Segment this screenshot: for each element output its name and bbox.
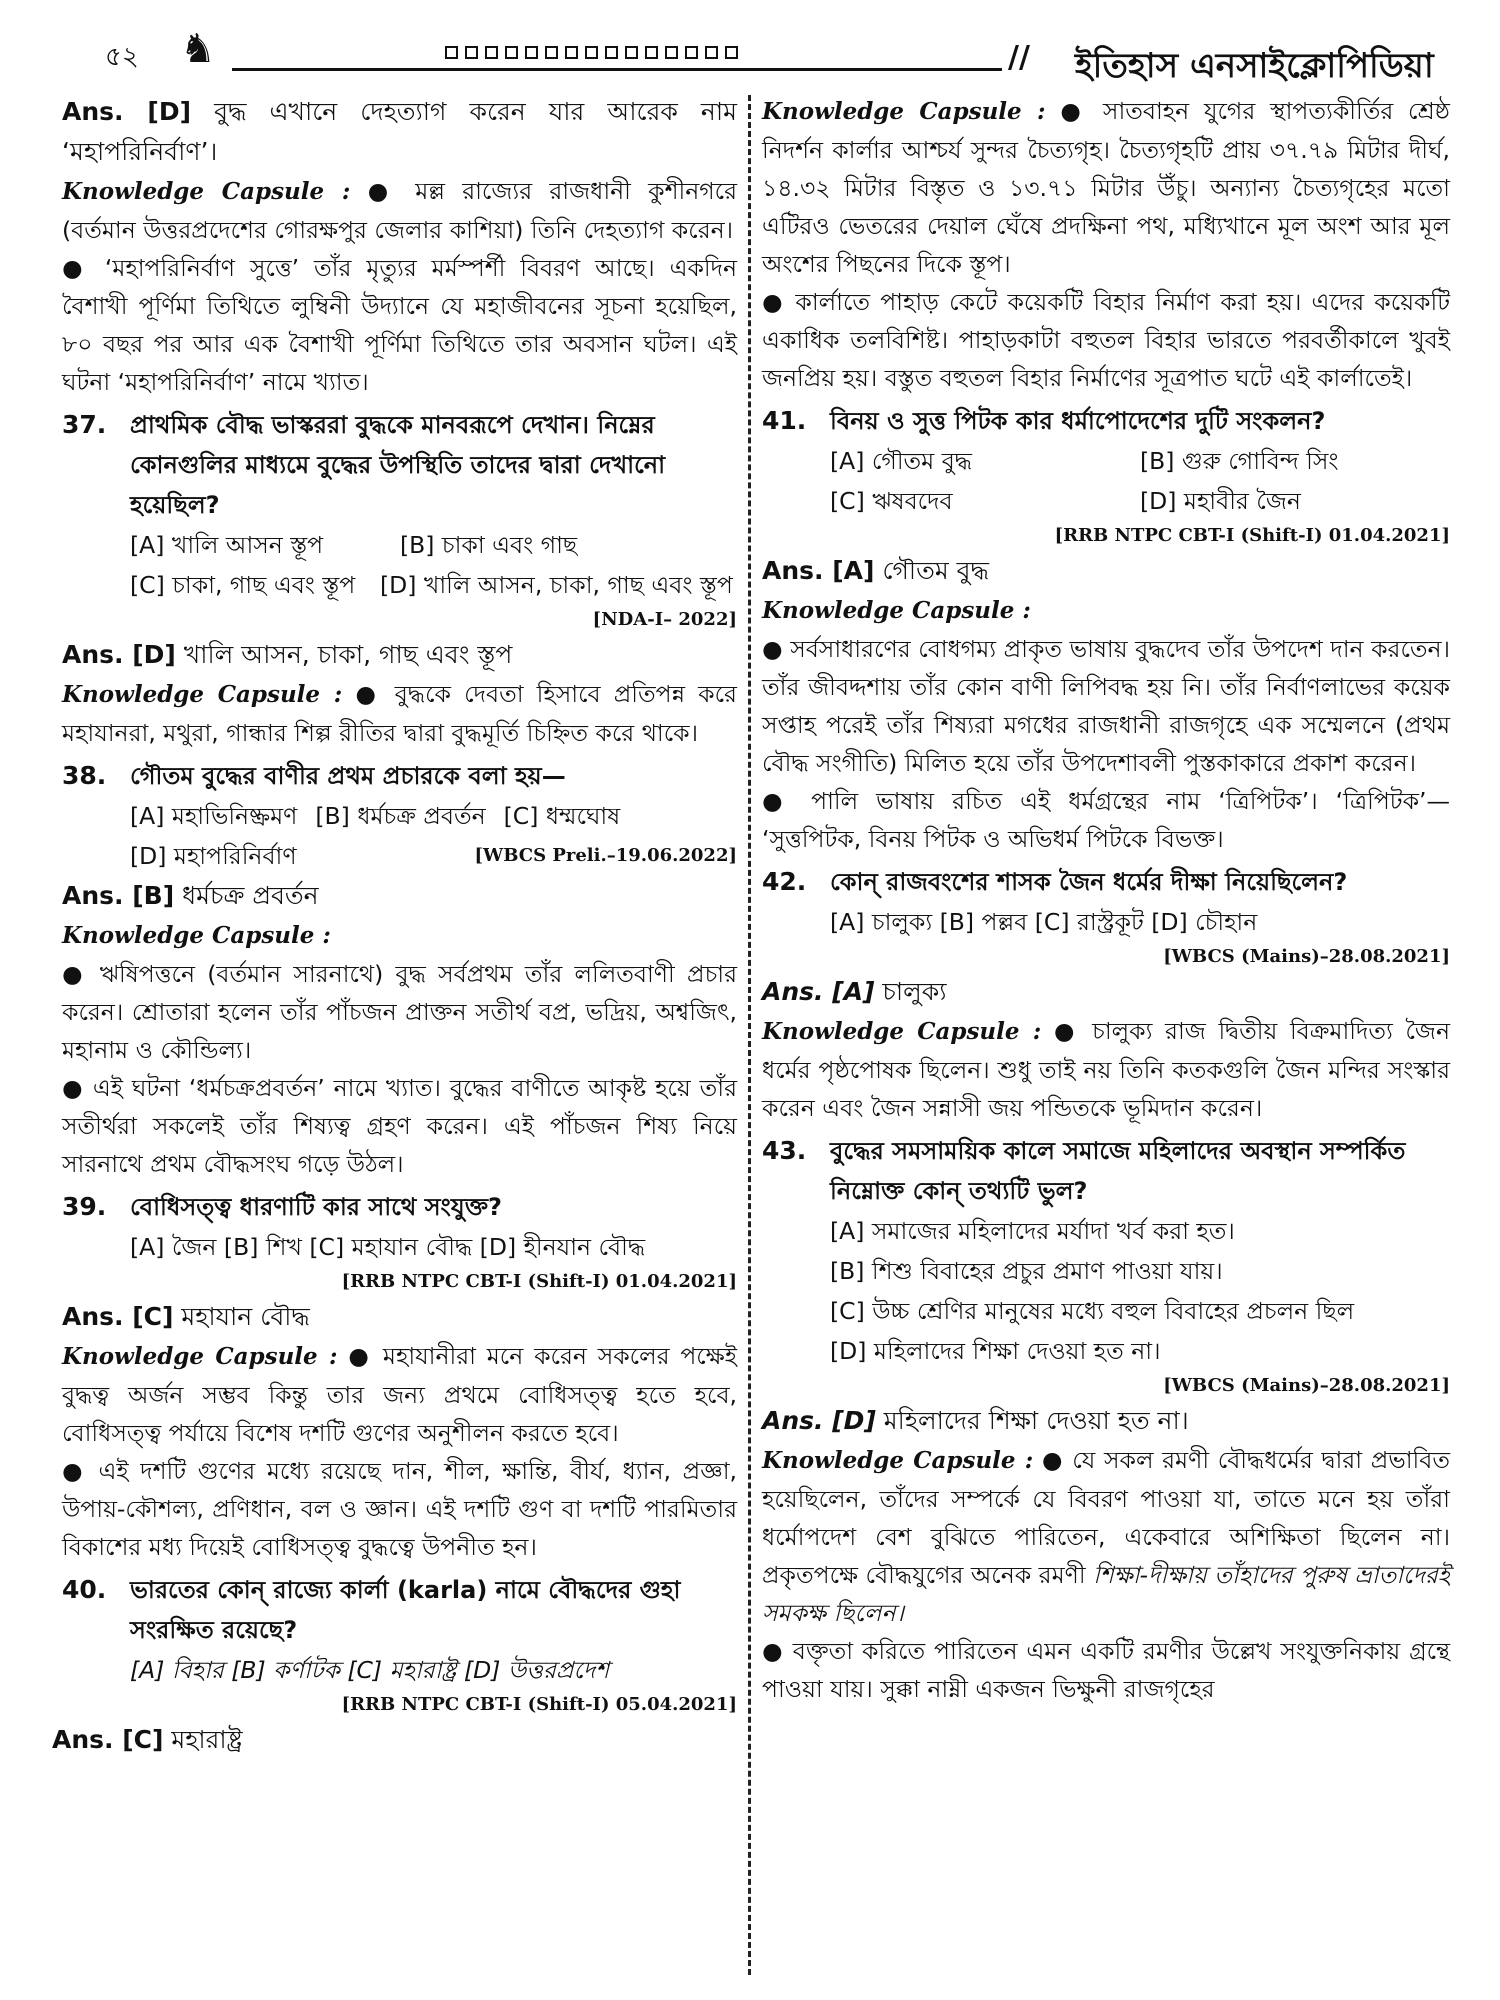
ornament-box <box>605 46 618 59</box>
question-38: 38. গৌতম বুদ্ধের বাণীর প্রথম প্রচারকে বলা হয়— <box>62 761 566 790</box>
knowledge-capsule-40: Knowledge Capsule : ● সাতবাহন যুগের স্থাপত্যকীর্তির শ্রেষ্ঠ নিদর্শন কার্লার আশ্চর্য সুন্দর চৈত্যগৃহ। চৈত্যগৃহটি প্রায় ৩৭.৭৯ মিটার দীর্ঘ, ১৪.৩২ মিটার বিস্তৃত ও ১৩.৭১ মিটার উঁচু। অন্যান্য চৈত্যগৃহের মতো এটিরও ভেতরের দেয়াল ঘেঁষে প্রদক্ষিনা পথ, মধ্যিখানে মূল অংশ আর মূল অংশের পিছনের দিকে স্তূপ। <box>762 92 1450 283</box>
question-37: 37. প্রাথমিক বৌদ্ধ ভাস্কররা বুদ্ধকে মানবরূপে দেখান। নিম্নের কোনগুলির মাধ্যমে বুদ্ধের উপস্থিতি তাদের দ্বারা দেখানো হয়েছিল? <box>62 410 666 519</box>
options-38: [A] মহাভিনিষ্ক্রমণ [B] ধর্মচক্র প্রবর্তন [C] ধম্মঘোষ [D] মহাপরিনির্বাণ [WBCS Preli.–19.06.2022] <box>130 802 737 870</box>
ornament-box <box>625 46 638 59</box>
ornament-box <box>645 46 658 59</box>
kc-36-bullet-2: ● ‘মহাপরিনির্বাণ সুত্তে’ তাঁর মৃত্যুর মর্মস্পর্শী বিবরণ আছে। একদিন বৈশাখী পূর্ণিমা তিথিতে লুম্বিনী উদ্যানে যে মহাজীবনের সূচনা হয়েছিল, ৮০ বছর পর আর এক বৈশাখী পূর্ণিমা তিথিতে তার অবসান ঘটল। এই ঘটনা ‘মহাপরিনির্বাণ’ নামে খ্যাত। <box>62 249 737 401</box>
answer-42: Ans. [A] চালুক্য <box>762 977 947 1006</box>
answer-43: Ans. [D] মহিলাদের শিক্ষা দেওয়া হত না। <box>762 1406 1189 1435</box>
source-41: [RRB NTPC CBT-I (Shift-I) 01.04.2021] <box>1054 525 1450 546</box>
page-number: ৫২ <box>105 42 139 72</box>
ornament-box <box>545 46 558 59</box>
kc-39-bullet-2: ● এই দশটি গুণের মধ্যে রয়েছে দান, শীল, ক্ষান্তি, বীর্য, ধ্যান, প্রজ্ঞা, উপায়-কৌশল্য, প্রণিধান, বল ও জ্ঞান। এই দশটি গুণ বা দশটি পারমিতার বিকাশের মধ্য দিয়েই বোধিসত্ত্ব বুদ্ধত্বে উপনীত হন। <box>62 1452 737 1566</box>
answer-36: Ans. [D] বুদ্ধ এখানে দেহত্যাগ করেন যার আরেক নাম ‘মহাপরিনির্বাণ’। <box>62 97 737 166</box>
kc-41-bullet-1: ● সর্বসাধারণের বোধগম্য প্রাকৃত ভাষায় বুদ্ধদেব তাঁর উপদেশ দান করতেন। তাঁর জীবদ্দশায় তাঁর কোন বাণী লিপিবদ্ধ হয় নি। তাঁর নির্বাণলাভের কয়েক সপ্তাহ পরেই তাঁর শিষ্যরা মগধের রাজধানী রাজগৃহে এক সম্মেলনে (প্রথম বৌদ্ধ সংগীতি) মিলিত হয়ে তাঁর উপদেশাবলী পুস্তকাকারে প্রকাশ করেন। <box>762 630 1450 782</box>
question-41: 41. বিনয় ও সুত্ত পিটক কার ধর্মাপোদেশের দুটি সংকলন? <box>762 406 1326 435</box>
answer-41: Ans. [A] গৌতম বুদ্ধ <box>762 556 989 585</box>
source-39: [RRB NTPC CBT-I (Shift-I) 01.04.2021] <box>341 1271 737 1292</box>
answer-39: Ans. [C] মহাযান বৌদ্ধ <box>62 1302 310 1331</box>
knowledge-capsule-36: Knowledge Capsule : ● মল্ল রাজ্যের রাজধানী কুশীনগরে (বর্তমান উত্তরপ্রদেশের গোরক্ষপুর জেলার কাশিয়া) তিনি দেহত্যাগ করেন। <box>62 172 737 249</box>
ornament-box <box>705 46 718 59</box>
column-divider <box>748 95 751 1975</box>
page-header <box>0 0 1500 90</box>
options-37: [A] খালি আসন স্তূপ [B] চাকা এবং গাছ [C] চাকা, গাছ এবং স্তূপ [D] খালি আসন, চাকা, গাছ এবং স্তূপ <box>130 531 733 599</box>
ornament-box <box>585 46 598 59</box>
knowledge-capsule-38-label: Knowledge Capsule : <box>62 922 331 949</box>
ornament-box <box>665 46 678 59</box>
answer-38: Ans. [B] ধর্মচক্র প্রবর্তন <box>62 881 319 910</box>
left-column <box>52 92 737 1760</box>
knowledge-capsule-43: Knowledge Capsule : ● যে সকল রমণী বৌদ্ধধর্মের দ্বারা প্রভাবিত হয়েছিলেন, তাঁদের সম্পর্কে যে বিবরণ পাওয়া যা, তাতে মনে হয় তাঁরা ধর্মোপদেশ বেশ বুঝিতে পারিতেন, একেবারে অশিক্ষিতা ছিলেন না। প্রকৃতপক্ষে বৌদ্ধযুগের অনেক রমণী শিক্ষা-দীক্ষায় তাঁহাদের পুরুষ ভ্রাতাদেরই সমকক্ষ ছিলেন। <box>762 1441 1450 1632</box>
question-39: 39. বোধিসত্ত্ব ধারণাটি কার সাথে সংযুক্ত? <box>62 1192 502 1221</box>
options-40: [A] বিহার [B] কর্ণাটক [C] মহারাষ্ট্র [D] উত্তরপ্রদেশ <box>130 1656 610 1684</box>
question-40: 40. ভারতের কোন্ রাজ্যে কার্লা (karla) নামে বৌদ্ধদের গুহা সংরক্ষিত রয়েছে? <box>62 1575 681 1644</box>
options-39: [A] জৈন [B] শিখ [C] মহাযান বৌদ্ধ [D] হীনযান বৌদ্ধ <box>130 1233 646 1261</box>
header-box-ornament <box>445 46 738 59</box>
kc-38-bullet-1: ● ঋষিপত্তনে (বর্তমান সারনাথে) বুদ্ধ সর্বপ্রথম তাঁর ললিতবাণী প্রচার করেন। শ্রোতারা হলেন তাঁর পাঁচজন প্রাক্তন সতীর্থ বপ্র, ভদ্রিয়, অশ্বজিৎ, মহানাম ও কৌন্ডিল্য। <box>62 955 737 1069</box>
ornament-box <box>565 46 578 59</box>
question-42: 42. কোন্ রাজবংশের শাসক জৈন ধর্মের দীক্ষা নিয়েছিলেন? <box>762 867 1348 896</box>
options-43: [A] সমাজের মহিলাদের মর্যাদা খর্ব করা হত। [B] শিশু বিবাহের প্রচুর প্রমাণ পাওয়া যায়। [C] উচ্চ শ্রেণির মানুষের মধ্যে বহুল বিবাহের প্রচলন ছিল [D] মহিলাদের শিক্ষা দেওয়া হত না। <box>830 1217 1355 1365</box>
source-40: [RRB NTPC CBT-I (Shift-I) 05.04.2021] <box>341 1694 737 1715</box>
source-38: [WBCS Preli.–19.06.2022] <box>474 845 737 866</box>
header-rule <box>232 68 1002 71</box>
knowledge-capsule-41-label: Knowledge Capsule : <box>762 597 1031 624</box>
ornament-box <box>445 46 458 59</box>
ornament-box <box>685 46 698 59</box>
ornament-box <box>465 46 478 59</box>
answer-40: Ans. [C] মহারাষ্ট্র <box>52 1725 243 1754</box>
answer-37: Ans. [D] খালি আসন, চাকা, গাছ এবং স্তূপ <box>62 640 513 669</box>
source-37: [NDA-I– 2022] <box>592 609 737 630</box>
knowledge-capsule-37: Knowledge Capsule : ● বুদ্ধকে দেবতা হিসাবে প্রতিপন্ন করে মহাযানরা, মথুরা, গান্ধার শিল্প রীতির দ্বারা বুদ্ধমূর্তি চিহ্নিত করে থাকে। <box>62 675 737 752</box>
book-title: ইতিহাস এনসাইক্লোপিডিয়া <box>1075 46 1434 86</box>
ornament-box <box>525 46 538 59</box>
ornament-box <box>505 46 518 59</box>
header-slashes: // <box>1008 40 1030 75</box>
horse-rider-icon: ♞ <box>180 26 216 72</box>
options-42: [A] চালুক্য [B] পল্লব [C] রাস্ট্রকূট [D] চৌহান <box>830 908 1258 936</box>
kc-43-bullet-2: ● বক্তৃতা করিতে পারিতেন এমন একটি রমণীর উল্লেখ সংযুক্তনিকায় গ্রন্থে পাওয়া যায়। সুক্কা নাম্নী একজন ভিক্ষুনী রাজগৃহের <box>762 1632 1450 1708</box>
kc-38-bullet-2: ● এই ঘটনা ‘ধর্মচক্রপ্রবর্তন’ নামে খ্যাত। বুদ্ধের বাণীতে আকৃষ্ট হয়ে তাঁর সতীর্থরা সকলেই তাঁর শিষ্যত্ব গ্রহণ করেন। এই পাঁচজন শিষ্য নিয়ে সারনাথে প্রথম বৌদ্ধসংঘ গড়ে উঠল। <box>62 1069 737 1183</box>
ornament-box <box>725 46 738 59</box>
right-column <box>762 92 1450 1708</box>
options-41: [A] গৌতম বুদ্ধ [B] গুরু গোবিন্দ সিং [C] ঋষবদেব [D] মহাবীর জৈন <box>830 447 1339 515</box>
source-43: [WBCS (Mains)–28.08.2021] <box>1163 1375 1450 1396</box>
knowledge-capsule-39: Knowledge Capsule : ● মহাযানীরা মনে করেন সকলের পক্ষেই বুদ্ধত্ব অর্জন সম্ভব কিন্তু তার জন্য প্রথমে বোধিসত্ত্ব হতে হবে, বোধিসত্ত্ব পর্যায়ে বিশেষ দশটি গুণের অনুশীলন করতে হবে। <box>62 1337 737 1452</box>
knowledge-capsule-42: Knowledge Capsule : ● চালুক্য রাজ দ্বিতীয় বিক্রমাদিত্য জৈন ধর্মের পৃষ্ঠপোষক ছিলেন। শুধু তাই নয় তিনি কতকগুলি জৈন মন্দির সংস্কার করেন এবং জৈন সন্নাসী জয় পন্ডিতকে ভূমিদান করেন। <box>762 1012 1450 1127</box>
ornament-box <box>485 46 498 59</box>
kc-40-bullet-2: ● কার্লাতে পাহাড় কেটে কয়েকটি বিহার নির্মাণ করা হয়। এদের কয়েকটি একাধিক তলবিশিষ্ট। পাহাড়কাটা বহুতল বিহার ভারতে পরবর্তীকালে খুবই জনপ্রিয় হয়। বস্তুত বহুতল বিহার নির্মাণের সূত্রপাত ঘটে এই কার্লাতেই। <box>762 283 1450 397</box>
question-43: 43. বুদ্ধের সমসাময়িক কালে সমাজে মহিলাদের অবস্থান সম্পর্কিত নিম্নোক্ত কোন্ তথ্যটি ভুল? <box>762 1136 1406 1205</box>
source-42: [WBCS (Mains)–28.08.2021] <box>1163 946 1450 967</box>
kc-41-bullet-2: ● পালি ভাষায় রচিত এই ধর্মগ্রন্থের নাম ‘ত্রিপিটক’। ‘ত্রিপিটক’— ‘সুত্তপিটক, বিনয় পিটক ও অভিধর্ম পিটকে বিভক্ত। <box>762 782 1450 858</box>
